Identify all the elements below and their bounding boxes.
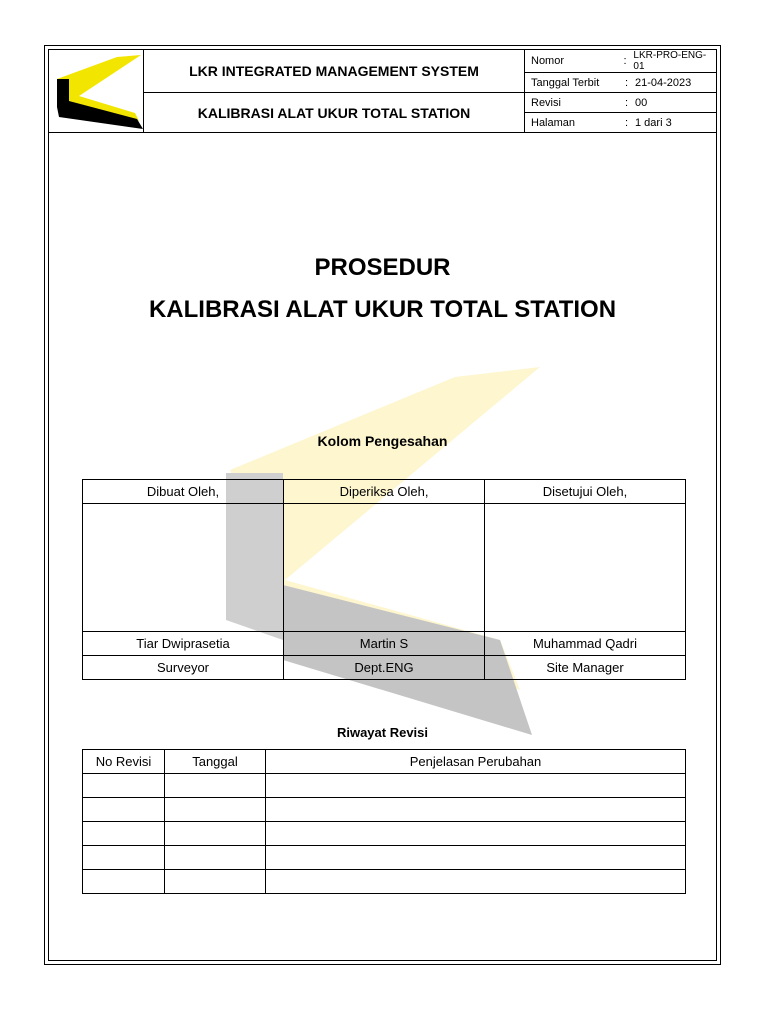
meta-halaman: Halaman : 1 dari 3 (525, 113, 717, 133)
signature-box-approved (485, 504, 686, 632)
table-row (83, 774, 686, 798)
logo-cell (49, 50, 144, 133)
rev-col-no: No Revisi (83, 750, 165, 774)
signature-box-prepared (83, 504, 284, 632)
signer-position-prepared: Surveyor (83, 656, 284, 680)
approval-table (82, 479, 686, 680)
signer-name-checked: Martin S (284, 632, 485, 656)
system-name: LKR INTEGRATED MANAGEMENT SYSTEM (144, 50, 525, 93)
meta-revisi: Revisi : 00 (525, 93, 717, 113)
doc-title: KALIBRASI ALAT UKUR TOTAL STATION (144, 93, 525, 133)
rev-col-date: Tanggal (165, 750, 266, 774)
role-header-checked: Diperiksa Oleh, (284, 480, 485, 504)
role-header-prepared: Dibuat Oleh, (83, 480, 284, 504)
signer-position-approved: Site Manager (485, 656, 686, 680)
signature-box-checked (284, 504, 485, 632)
document-header (48, 49, 717, 133)
approval-heading: Kolom Pengesahan (317, 433, 448, 449)
meta-nomor: Nomor : LKR-PRO-ENG-01 (525, 50, 717, 73)
revision-heading: Riwayat Revisi (336, 725, 429, 740)
revision-table (82, 749, 686, 894)
rev-col-desc: Penjelasan Perubahan (266, 750, 686, 774)
table-row (83, 846, 686, 870)
page-title-line1: PROSEDUR (314, 254, 451, 281)
table-row (83, 822, 686, 846)
table-row (83, 870, 686, 894)
role-header-approved: Disetujui Oleh, (485, 480, 686, 504)
company-logo (49, 51, 143, 131)
signer-name-approved: Muhammad Qadri (485, 632, 686, 656)
table-row (83, 798, 686, 822)
signer-name-prepared: Tiar Dwiprasetia (83, 632, 284, 656)
page-title-line2: KALIBRASI ALAT UKUR TOTAL STATION (148, 296, 617, 323)
meta-tanggal-terbit: Tanggal Terbit : 21-04-2023 (525, 73, 717, 93)
signer-position-checked: Dept.ENG (284, 656, 485, 680)
